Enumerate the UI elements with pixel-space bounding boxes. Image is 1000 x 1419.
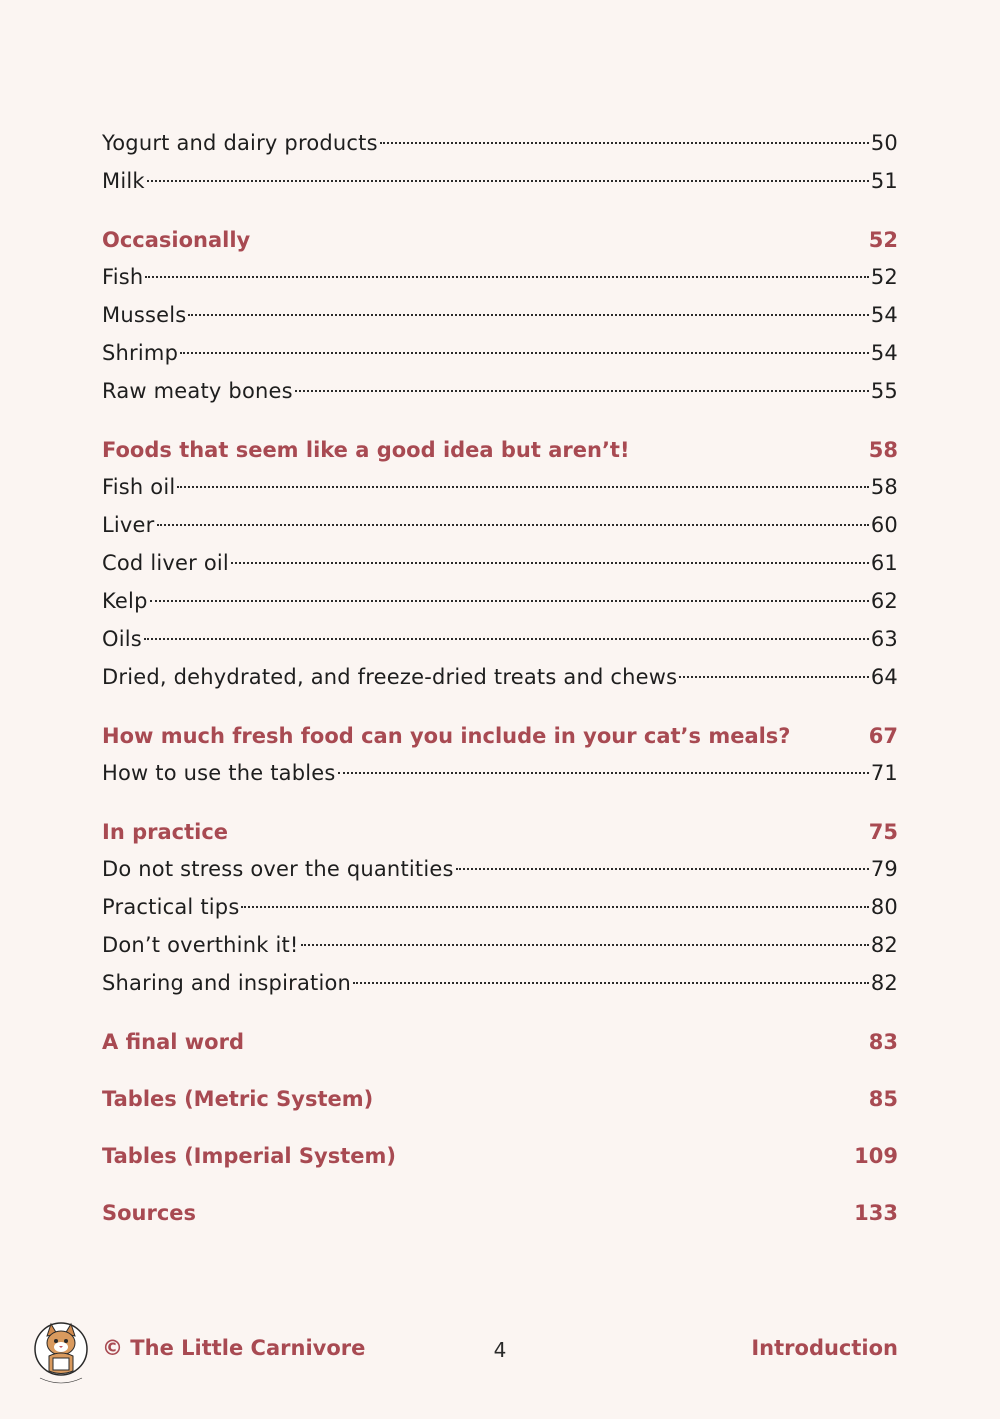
footer-chapter: Introduction [751, 1336, 898, 1360]
toc-section-how-much[interactable] [102, 718, 898, 754]
toc-entry-page: 58 [870, 475, 898, 499]
toc-entry-page: 80 [870, 895, 898, 919]
footer-copyright: © The Little Carnivore [102, 1336, 366, 1360]
page-footer [0, 1312, 1000, 1392]
section-title: Occasionally [102, 228, 251, 252]
toc-entry-label: Dried, dehydrated, and freeze-dried treats and chews [102, 665, 678, 689]
dot-leader [231, 562, 869, 564]
toc-entry[interactable] [102, 544, 898, 582]
toc-entry-page: 82 [870, 971, 898, 995]
section-page: 83 [868, 1030, 898, 1054]
toc-entry-page: 55 [870, 379, 898, 403]
toc-entry-label: Yogurt and dairy products [102, 131, 378, 155]
toc-entry[interactable] [102, 258, 898, 296]
toc-entry[interactable] [102, 468, 898, 506]
section-title: How much fresh food can you include in your cat’s meals? [102, 724, 791, 748]
toc-entry-page: 61 [870, 551, 898, 575]
toc-section-tables-imperial[interactable] [102, 1138, 898, 1174]
toc-entry[interactable] [102, 372, 898, 410]
toc-entry[interactable] [102, 620, 898, 658]
dot-leader [241, 906, 868, 908]
toc-entry-label: Mussels [102, 303, 187, 327]
dot-leader [180, 352, 869, 354]
toc-entry-page: 51 [870, 169, 898, 193]
toc-entry-label: How to use the tables [102, 761, 336, 785]
toc-entry-label: Fish [102, 265, 144, 289]
toc-entry-label: Raw meaty bones [102, 379, 293, 403]
toc-entry-page: 71 [870, 761, 898, 785]
section-page: 109 [854, 1144, 898, 1168]
toc-entry-label: Fish oil [102, 475, 176, 499]
toc-entry-label: Liver [102, 513, 155, 537]
toc-entry[interactable] [102, 582, 898, 620]
dot-leader [353, 982, 869, 984]
toc-entry-page: 63 [870, 627, 898, 651]
toc-section-occasionally[interactable] [102, 222, 898, 258]
toc-entry[interactable] [102, 124, 898, 162]
toc-entry-page: 79 [870, 857, 898, 881]
toc-entry-label: Sharing and inspiration [102, 971, 352, 995]
toc-entry-label: Don’t overthink it! [102, 933, 299, 957]
toc-entry-page: 60 [870, 513, 898, 537]
section-title: In practice [102, 820, 229, 844]
section-page: 133 [854, 1201, 898, 1225]
dot-leader [144, 638, 869, 640]
dot-leader [188, 314, 868, 316]
toc-entry-page: 62 [870, 589, 898, 613]
cat-logo-icon [32, 1316, 90, 1392]
toc-entry[interactable] [102, 162, 898, 200]
toc-entry[interactable] [102, 850, 898, 888]
toc-section-tables-metric[interactable] [102, 1081, 898, 1117]
section-title: Tables (Metric System) [102, 1087, 374, 1111]
toc-entry-label: Shrimp [102, 341, 179, 365]
toc-entry-page: 50 [870, 131, 898, 155]
toc-section-sources[interactable] [102, 1195, 898, 1231]
dot-leader [295, 390, 869, 392]
toc-section-final-word[interactable] [102, 1024, 898, 1060]
section-title: Tables (Imperial System) [102, 1144, 396, 1168]
toc-entry[interactable] [102, 888, 898, 926]
toc-entry[interactable] [102, 964, 898, 1002]
section-page: 85 [868, 1087, 898, 1111]
section-title: Sources [102, 1201, 197, 1225]
toc-entry-page: 54 [870, 303, 898, 327]
toc-section-in-practice[interactable] [102, 814, 898, 850]
dot-leader [150, 600, 869, 602]
toc-entry-page: 82 [870, 933, 898, 957]
toc-entry[interactable] [102, 334, 898, 372]
toc-entry[interactable] [102, 296, 898, 334]
toc-entry-page: 54 [870, 341, 898, 365]
section-title: Foods that seem like a good idea but aren’t! [102, 438, 630, 462]
toc-entry[interactable] [102, 926, 898, 964]
footer-page-number: 4 [493, 1338, 507, 1362]
dot-leader [147, 180, 869, 182]
toc-entry-page: 64 [870, 665, 898, 689]
section-page: 52 [868, 228, 898, 252]
toc-entry[interactable] [102, 658, 898, 696]
toc-entry-page: 52 [870, 265, 898, 289]
toc-entry-label: Oils [102, 627, 142, 651]
dot-leader [177, 486, 868, 488]
dot-leader [145, 276, 868, 278]
section-page: 67 [868, 724, 898, 748]
section-title: A final word [102, 1030, 244, 1054]
toc-entry-label: Milk [102, 169, 145, 193]
toc-entry[interactable] [102, 506, 898, 544]
toc-entry-label: Kelp [102, 589, 148, 613]
dot-leader [456, 868, 869, 870]
dot-leader [301, 944, 869, 946]
section-page: 58 [868, 438, 898, 462]
dot-leader [679, 676, 869, 678]
toc-entry-label: Practical tips [102, 895, 240, 919]
toc-entry-label: Do not stress over the quantities [102, 857, 454, 881]
dot-leader [157, 524, 869, 526]
table-of-contents [102, 124, 898, 1231]
toc-entry[interactable] [102, 754, 898, 792]
dot-leader [338, 772, 869, 774]
dot-leader [380, 142, 869, 144]
toc-entry-label: Cod liver oil [102, 551, 229, 575]
section-page: 75 [868, 820, 898, 844]
toc-section-foods-bad[interactable] [102, 432, 898, 468]
